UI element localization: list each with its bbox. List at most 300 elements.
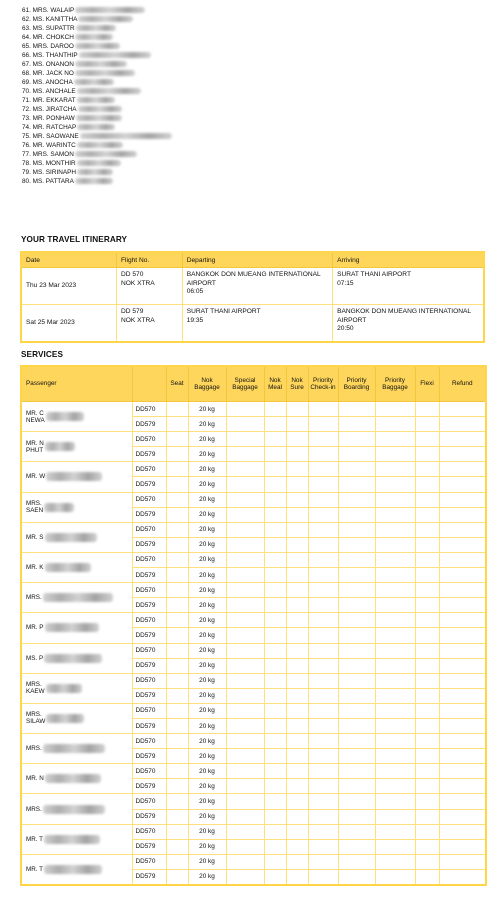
seat-cell xyxy=(166,643,188,658)
passenger-name-cell xyxy=(21,643,132,673)
flight-code-cell: DD570 xyxy=(132,432,166,447)
special-baggage-cell xyxy=(226,477,264,492)
seat-cell xyxy=(166,568,188,583)
itinerary-departing xyxy=(182,305,332,343)
flexi-cell xyxy=(415,402,439,417)
nok-baggage-cell: 20 kg xyxy=(188,658,226,673)
passenger-list-name: 67. MS. ONANON xyxy=(22,61,74,68)
flexi-cell xyxy=(415,779,439,794)
redaction-blur xyxy=(80,133,172,139)
services-row xyxy=(21,462,486,477)
nok-sure-cell xyxy=(286,749,308,764)
passenger-name: MR. K xyxy=(26,564,44,572)
special-baggage-cell xyxy=(226,854,264,869)
refund-cell xyxy=(439,598,486,613)
passenger-name: MRS. KAEW xyxy=(26,681,45,696)
passenger-list-item xyxy=(22,141,322,150)
special-baggage-cell xyxy=(226,628,264,643)
refund-cell xyxy=(439,764,486,779)
nok-baggage-cell: 20 kg xyxy=(188,854,226,869)
nok-sure-cell xyxy=(286,703,308,718)
services-row xyxy=(21,613,486,628)
special-baggage-cell xyxy=(226,462,264,477)
flexi-cell xyxy=(415,794,439,809)
special-baggage-cell xyxy=(226,718,264,733)
redaction-blur xyxy=(75,61,127,67)
priority-checkin-cell xyxy=(308,522,338,537)
nok-meal-cell xyxy=(264,432,286,447)
refund-cell xyxy=(439,447,486,462)
redaction-blur xyxy=(46,714,84,723)
seat-cell xyxy=(166,477,188,492)
header-passenger: Passenger xyxy=(21,366,132,402)
services-row xyxy=(21,794,486,809)
services-row xyxy=(21,522,486,537)
priority-baggage-cell xyxy=(375,598,415,613)
passenger-list-name: 64. MR. CHOKCH xyxy=(22,34,74,41)
flexi-cell xyxy=(415,552,439,567)
redaction-blur xyxy=(75,34,113,40)
passenger-name: MRS. xyxy=(26,745,42,753)
passenger-list-name: 63. MS. SUPATTR xyxy=(22,25,75,32)
seat-cell xyxy=(166,462,188,477)
priority-boarding-cell xyxy=(338,522,375,537)
passenger-list-name: 72. MS. JIRATCHA xyxy=(22,106,77,113)
flight-code-cell: DD579 xyxy=(132,507,166,522)
passenger-list-name: 75. MR. SAOWANE xyxy=(22,133,79,140)
priority-baggage-cell xyxy=(375,794,415,809)
priority-baggage-cell xyxy=(375,839,415,854)
priority-boarding-cell xyxy=(338,613,375,628)
flexi-cell xyxy=(415,658,439,673)
nok-meal-cell xyxy=(264,477,286,492)
special-baggage-cell xyxy=(226,658,264,673)
nok-sure-cell xyxy=(286,492,308,507)
seat-cell xyxy=(166,703,188,718)
priority-baggage-cell xyxy=(375,688,415,703)
priority-checkin-cell xyxy=(308,869,338,885)
priority-checkin-cell xyxy=(308,417,338,432)
nok-baggage-cell: 20 kg xyxy=(188,402,226,417)
priority-baggage-cell xyxy=(375,809,415,824)
special-baggage-cell xyxy=(226,447,264,462)
priority-baggage-cell xyxy=(375,568,415,583)
nok-meal-cell xyxy=(264,779,286,794)
nok-sure-cell xyxy=(286,688,308,703)
seat-cell xyxy=(166,417,188,432)
refund-cell xyxy=(439,462,486,477)
flight-code-cell: DD579 xyxy=(132,537,166,552)
flight-code-cell: DD579 xyxy=(132,447,166,462)
priority-checkin-cell xyxy=(308,794,338,809)
flight-code-cell: DD579 xyxy=(132,869,166,885)
redaction-blur xyxy=(45,774,101,783)
nok-meal-cell xyxy=(264,537,286,552)
nok-meal-cell xyxy=(264,703,286,718)
passenger-name: MRS. SILAW xyxy=(26,711,46,726)
header-priority-boarding: Priority Boarding xyxy=(338,366,375,402)
special-baggage-cell xyxy=(226,417,264,432)
priority-boarding-cell xyxy=(338,703,375,718)
redaction-blur xyxy=(45,623,99,632)
flexi-cell xyxy=(415,583,439,598)
seat-cell xyxy=(166,764,188,779)
redaction-blur xyxy=(45,442,75,451)
passenger-list-name: 71. MR. EKKARAT xyxy=(22,97,76,104)
redaction-blur xyxy=(46,412,84,421)
redaction-blur xyxy=(75,7,145,13)
priority-checkin-cell xyxy=(308,552,338,567)
header-priority-baggage: Priority Baggage xyxy=(375,366,415,402)
flight-code-cell: DD570 xyxy=(132,673,166,688)
nok-baggage-cell: 20 kg xyxy=(188,839,226,854)
passenger-name: MS. P xyxy=(26,654,44,662)
departure-airport: BANGKOK DON MUEANG INTERNATIONAL AIRPORT xyxy=(186,271,321,287)
nok-meal-cell xyxy=(264,749,286,764)
flight-code-cell: DD579 xyxy=(132,598,166,613)
nok-baggage-cell: 20 kg xyxy=(188,522,226,537)
nok-meal-cell xyxy=(264,794,286,809)
flexi-cell xyxy=(415,417,439,432)
special-baggage-cell xyxy=(226,673,264,688)
priority-checkin-cell xyxy=(308,477,338,492)
priority-baggage-cell xyxy=(375,658,415,673)
services-row xyxy=(21,673,486,688)
nok-meal-cell xyxy=(264,688,286,703)
flight-brand: NOK XTRA xyxy=(121,316,155,324)
arrival-time: 20:50 xyxy=(337,325,354,333)
passenger-list-item xyxy=(22,105,322,114)
seat-cell xyxy=(166,779,188,794)
priority-checkin-cell xyxy=(308,447,338,462)
priority-boarding-cell xyxy=(338,507,375,522)
priority-boarding-cell xyxy=(338,537,375,552)
priority-boarding-cell xyxy=(338,552,375,567)
flight-code-cell: DD579 xyxy=(132,779,166,794)
nok-meal-cell xyxy=(264,598,286,613)
refund-cell xyxy=(439,522,486,537)
seat-cell xyxy=(166,734,188,749)
nok-meal-cell xyxy=(264,507,286,522)
header-arriving: Arriving xyxy=(333,252,484,268)
header-seat: Seat xyxy=(166,366,188,402)
redaction-blur xyxy=(44,654,102,663)
services-row xyxy=(21,643,486,658)
special-baggage-cell xyxy=(226,598,264,613)
special-baggage-cell xyxy=(226,779,264,794)
passenger-name-cell xyxy=(21,492,132,522)
refund-cell xyxy=(439,643,486,658)
flexi-cell xyxy=(415,718,439,733)
priority-boarding-cell xyxy=(338,477,375,492)
passenger-name-cell xyxy=(21,854,132,885)
seat-cell xyxy=(166,869,188,885)
priority-boarding-cell xyxy=(338,417,375,432)
redaction-blur xyxy=(75,178,113,184)
nok-sure-cell xyxy=(286,643,308,658)
nok-baggage-cell: 20 kg xyxy=(188,809,226,824)
nok-baggage-cell: 20 kg xyxy=(188,749,226,764)
nok-sure-cell xyxy=(286,477,308,492)
nok-sure-cell xyxy=(286,809,308,824)
passenger-name-cell xyxy=(21,402,132,432)
flexi-cell xyxy=(415,809,439,824)
flexi-cell xyxy=(415,462,439,477)
passenger-name: MR. P xyxy=(26,624,44,632)
priority-baggage-cell xyxy=(375,402,415,417)
flight-code-cell: DD579 xyxy=(132,417,166,432)
seat-cell xyxy=(166,552,188,567)
nok-sure-cell xyxy=(286,779,308,794)
priority-checkin-cell xyxy=(308,537,338,552)
priority-baggage-cell xyxy=(375,432,415,447)
nok-baggage-cell: 20 kg xyxy=(188,643,226,658)
priority-checkin-cell xyxy=(308,402,338,417)
services-row xyxy=(21,703,486,718)
flight-code-cell: DD579 xyxy=(132,718,166,733)
priority-baggage-cell xyxy=(375,477,415,492)
special-baggage-cell xyxy=(226,688,264,703)
redaction-blur xyxy=(78,16,133,22)
nok-sure-cell xyxy=(286,598,308,613)
nok-baggage-cell: 20 kg xyxy=(188,477,226,492)
flight-code-cell: DD570 xyxy=(132,764,166,779)
refund-cell xyxy=(439,583,486,598)
nok-meal-cell xyxy=(264,764,286,779)
nok-sure-cell xyxy=(286,432,308,447)
passenger-name-cell xyxy=(21,522,132,552)
nok-meal-cell xyxy=(264,462,286,477)
nok-baggage-cell: 20 kg xyxy=(188,462,226,477)
redaction-blur xyxy=(45,533,97,542)
passenger-list-item xyxy=(22,87,322,96)
redaction-blur xyxy=(77,88,141,94)
flexi-cell xyxy=(415,507,439,522)
passenger-name-cell xyxy=(21,734,132,764)
nok-sure-cell xyxy=(286,854,308,869)
priority-checkin-cell xyxy=(308,809,338,824)
flexi-cell xyxy=(415,839,439,854)
priority-boarding-cell xyxy=(338,628,375,643)
nok-sure-cell xyxy=(286,794,308,809)
flexi-cell xyxy=(415,537,439,552)
nok-meal-cell xyxy=(264,522,286,537)
priority-boarding-cell xyxy=(338,764,375,779)
flexi-cell xyxy=(415,568,439,583)
redaction-blur xyxy=(75,151,137,157)
redaction-blur xyxy=(79,52,151,58)
nok-baggage-cell: 20 kg xyxy=(188,598,226,613)
redaction-blur xyxy=(77,97,115,103)
nok-baggage-cell: 20 kg xyxy=(188,779,226,794)
nok-sure-cell xyxy=(286,522,308,537)
priority-checkin-cell xyxy=(308,734,338,749)
passenger-name-cell xyxy=(21,673,132,703)
priority-boarding-cell xyxy=(338,779,375,794)
passenger-list-item xyxy=(22,51,322,60)
nok-meal-cell xyxy=(264,583,286,598)
refund-cell xyxy=(439,658,486,673)
special-baggage-cell xyxy=(226,583,264,598)
priority-boarding-cell xyxy=(338,794,375,809)
special-baggage-cell xyxy=(226,839,264,854)
priority-checkin-cell xyxy=(308,613,338,628)
passenger-list-item xyxy=(22,114,322,123)
nok-baggage-cell: 20 kg xyxy=(188,628,226,643)
flight-brand: NOK XTRA xyxy=(121,279,155,287)
priority-boarding-cell xyxy=(338,432,375,447)
nok-meal-cell xyxy=(264,492,286,507)
priority-boarding-cell xyxy=(338,492,375,507)
flexi-cell xyxy=(415,492,439,507)
itinerary-table xyxy=(20,251,485,343)
redaction-blur xyxy=(77,142,123,148)
special-baggage-cell xyxy=(226,537,264,552)
priority-baggage-cell xyxy=(375,507,415,522)
nok-baggage-cell: 20 kg xyxy=(188,734,226,749)
priority-checkin-cell xyxy=(308,779,338,794)
special-baggage-cell xyxy=(226,507,264,522)
header-special-baggage: Special Baggage xyxy=(226,366,264,402)
nok-baggage-cell: 20 kg xyxy=(188,764,226,779)
redaction-blur xyxy=(46,472,102,481)
flexi-cell xyxy=(415,824,439,839)
passenger-list-name: 76. MR. WARINTC xyxy=(22,142,76,149)
passenger-list-name: 68. MR. JACK NO xyxy=(22,70,74,77)
priority-boarding-cell xyxy=(338,749,375,764)
passenger-list-item xyxy=(22,168,322,177)
priority-checkin-cell xyxy=(308,462,338,477)
nok-meal-cell xyxy=(264,643,286,658)
flight-code-cell: DD579 xyxy=(132,749,166,764)
nok-sure-cell xyxy=(286,718,308,733)
flight-code-cell: DD570 xyxy=(132,703,166,718)
itinerary-title: YOUR TRAVEL ITINERARY xyxy=(21,235,128,244)
itinerary-flight xyxy=(117,305,183,343)
priority-baggage-cell xyxy=(375,703,415,718)
nok-meal-cell xyxy=(264,628,286,643)
redaction-blur xyxy=(44,835,100,844)
passenger-list-item xyxy=(22,123,322,132)
redaction-blur xyxy=(46,684,82,693)
priority-boarding-cell xyxy=(338,673,375,688)
refund-cell xyxy=(439,613,486,628)
priority-baggage-cell xyxy=(375,417,415,432)
nok-meal-cell xyxy=(264,658,286,673)
services-row xyxy=(21,492,486,507)
passenger-list-item xyxy=(22,150,322,159)
passenger-list-item xyxy=(22,42,322,51)
passenger-list-item xyxy=(22,24,322,33)
arrival-airport: SURAT THANI AIRPORT xyxy=(337,271,411,278)
flight-code-cell: DD570 xyxy=(132,402,166,417)
priority-baggage-cell xyxy=(375,462,415,477)
flight-code-cell: DD579 xyxy=(132,477,166,492)
passenger-name-cell xyxy=(21,583,132,613)
priority-baggage-cell xyxy=(375,613,415,628)
priority-boarding-cell xyxy=(338,688,375,703)
priority-checkin-cell xyxy=(308,432,338,447)
priority-baggage-cell xyxy=(375,643,415,658)
departure-time: 19:35 xyxy=(186,316,204,324)
nok-baggage-cell: 20 kg xyxy=(188,432,226,447)
refund-cell xyxy=(439,718,486,733)
flight-code-cell: DD570 xyxy=(132,613,166,628)
passenger-name-cell xyxy=(21,432,132,462)
priority-checkin-cell xyxy=(308,854,338,869)
nok-meal-cell xyxy=(264,447,286,462)
services-row xyxy=(21,824,486,839)
priority-baggage-cell xyxy=(375,522,415,537)
nok-baggage-cell: 20 kg xyxy=(188,537,226,552)
refund-cell xyxy=(439,794,486,809)
special-baggage-cell xyxy=(226,492,264,507)
nok-baggage-cell: 20 kg xyxy=(188,718,226,733)
itinerary-flight xyxy=(117,268,183,305)
seat-cell xyxy=(166,492,188,507)
passenger-list-name: 79. MS. SIRINAPH xyxy=(22,169,76,176)
priority-boarding-cell xyxy=(338,583,375,598)
priority-baggage-cell xyxy=(375,854,415,869)
refund-cell xyxy=(439,688,486,703)
seat-cell xyxy=(166,824,188,839)
nok-baggage-cell: 20 kg xyxy=(188,794,226,809)
priority-baggage-cell xyxy=(375,869,415,885)
redaction-blur xyxy=(76,115,122,121)
passenger-name-cell xyxy=(21,764,132,794)
itinerary-header-row xyxy=(21,252,484,268)
services-row xyxy=(21,764,486,779)
refund-cell xyxy=(439,673,486,688)
special-baggage-cell xyxy=(226,734,264,749)
seat-cell xyxy=(166,447,188,462)
nok-baggage-cell: 20 kg xyxy=(188,568,226,583)
priority-baggage-cell xyxy=(375,749,415,764)
services-row xyxy=(21,734,486,749)
nok-meal-cell xyxy=(264,809,286,824)
nok-meal-cell xyxy=(264,854,286,869)
priority-checkin-cell xyxy=(308,507,338,522)
priority-baggage-cell xyxy=(375,824,415,839)
passenger-name: MRS. xyxy=(26,594,42,602)
passenger-name-cell xyxy=(21,703,132,733)
nok-meal-cell xyxy=(264,718,286,733)
priority-checkin-cell xyxy=(308,703,338,718)
priority-baggage-cell xyxy=(375,779,415,794)
header-nok-meal: Nok Meal xyxy=(264,366,286,402)
seat-cell xyxy=(166,432,188,447)
nok-meal-cell xyxy=(264,839,286,854)
priority-boarding-cell xyxy=(338,869,375,885)
flight-code-cell: DD570 xyxy=(132,734,166,749)
priority-baggage-cell xyxy=(375,734,415,749)
passenger-list-item xyxy=(22,96,322,105)
refund-cell xyxy=(439,839,486,854)
flight-code-cell: DD570 xyxy=(132,583,166,598)
priority-boarding-cell xyxy=(338,809,375,824)
passenger-name-list xyxy=(22,6,322,186)
priority-boarding-cell xyxy=(338,718,375,733)
refund-cell xyxy=(439,854,486,869)
passenger-list-item xyxy=(22,69,322,78)
itinerary-date: Sat 25 Mar 2023 xyxy=(21,305,117,343)
refund-cell xyxy=(439,552,486,567)
departure-airport: SURAT THANI AIRPORT xyxy=(186,308,261,315)
flexi-cell xyxy=(415,628,439,643)
itinerary-arriving xyxy=(333,268,484,305)
flight-code-cell: DD579 xyxy=(132,628,166,643)
refund-cell xyxy=(439,749,486,764)
